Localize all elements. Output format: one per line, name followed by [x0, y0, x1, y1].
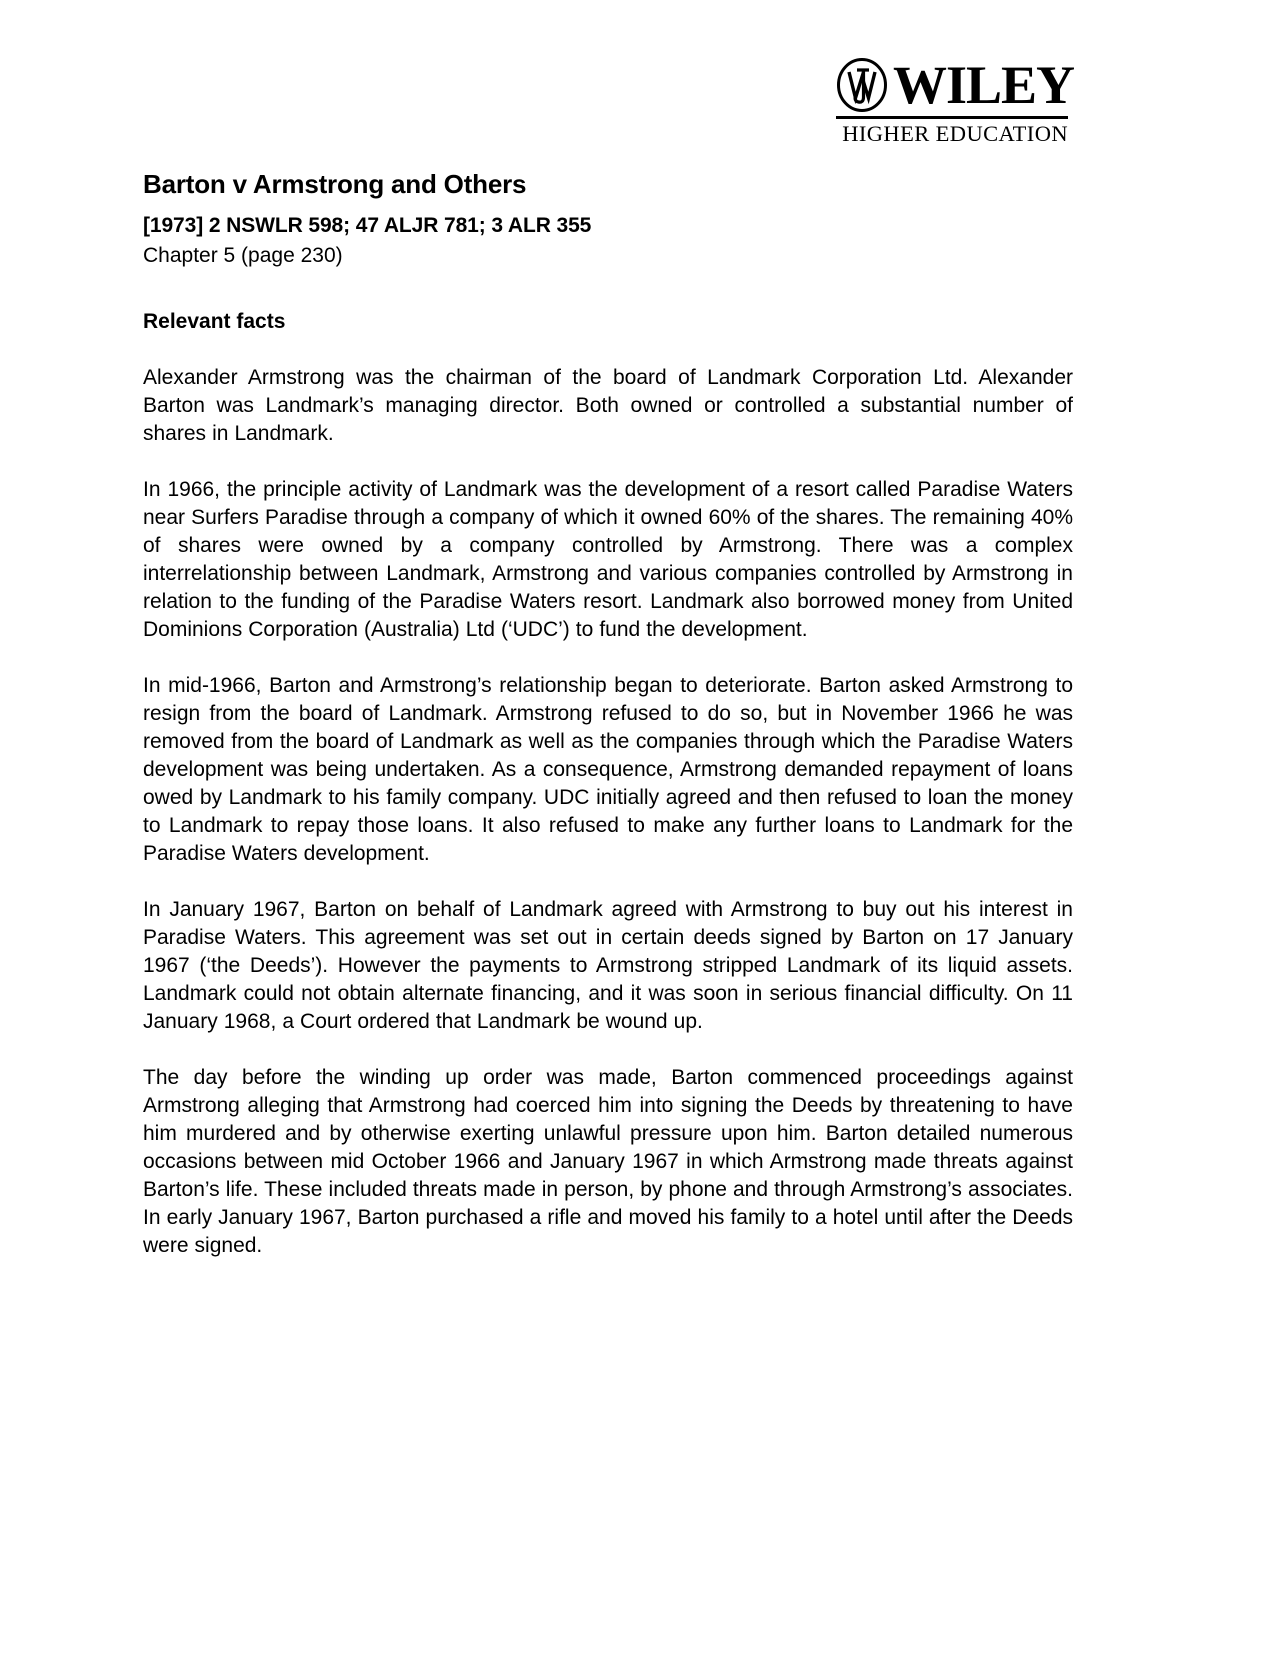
chapter-reference: Chapter 5 (page 230) — [143, 244, 343, 267]
body-paragraph: The day before the winding up order was made, Barton commenced proceedings against Armstrong alleging that Armstrong had coerced him into signing the Deeds by threatening to have him murdered and by otherwise exerting unlawful pressure upon him. Barton detailed numerous occasions between mid October 1966 and January 1967 in which Armstrong made threats against Barton’s life. These included threats made in person, by phone and through Armstrong’s associates. In early January 1967, Barton purchased a rifle and moved his family to a hotel until after the Deeds were signed. — [143, 1066, 1073, 1257]
logo-tagline: HIGHER EDUCATION — [842, 121, 1068, 146]
wiley-monogram-icon — [836, 57, 888, 113]
section-heading-relevant-facts: Relevant facts — [143, 310, 286, 333]
page-title: Barton v Armstrong and Others — [143, 169, 527, 199]
logo-divider — [836, 116, 1068, 119]
case-citation: [1973] 2 NSWLR 598; 47 ALJR 781; 3 ALR 355 — [143, 214, 592, 237]
body-paragraph: Alexander Armstrong was the chairman of the board of Landmark Corporation Ltd. Alexander Barton was Landmark’s managing director. Both owned or controlled a substantial number of shares in Landmark. — [143, 366, 1073, 445]
body-paragraph: In mid-1966, Barton and Armstrong’s relationship began to deteriorate. Barton asked Armstrong to resign from the board of Landmark. Armstrong refused to do so, but in November 1966 he was removed from the board of Landmark as well as the companies through which the Paradise Waters development was being undertaken. As a consequence, Armstrong demanded repayment of loans owed by Landmark to his family company. UDC initially agreed and then refused to loan the money to Landmark to repay those loans. It also refused to make any further loans to Landmark for the Paradise Waters development. — [143, 674, 1073, 865]
body-paragraph: In 1966, the principle activity of Landmark was the development of a resort called Paradise Waters near Surfers Paradise through a company of which it owned 60% of the shares. The remaining 40% of shares were owned by a company controlled by Armstrong. There was a complex interrelationship between Landmark, Armstrong and various companies controlled by Armstrong in relation to the funding of the Paradise Waters resort. Landmark also borrowed money from United Dominions Corporation (Australia) Ltd (‘UDC’) to fund the development. — [143, 478, 1073, 641]
publisher-logo — [836, 55, 1075, 147]
document-content — [143, 168, 1073, 1260]
body-paragraph: In January 1967, Barton on behalf of Landmark agreed with Armstrong to buy out his interest in Paradise Waters. This agreement was set out in certain deeds signed by Barton on 17 January 1967 (‘the Deeds’). However the payments to Armstrong stripped Landmark of its liquid assets. Landmark could not obtain alternate financing, and it was soon in serious financial difficulty. On 11 January 1968, a Court ordered that Landmark be wound up. — [143, 898, 1073, 1033]
logo-row — [836, 55, 1075, 115]
logo-wordmark: WILEY — [893, 55, 1075, 115]
